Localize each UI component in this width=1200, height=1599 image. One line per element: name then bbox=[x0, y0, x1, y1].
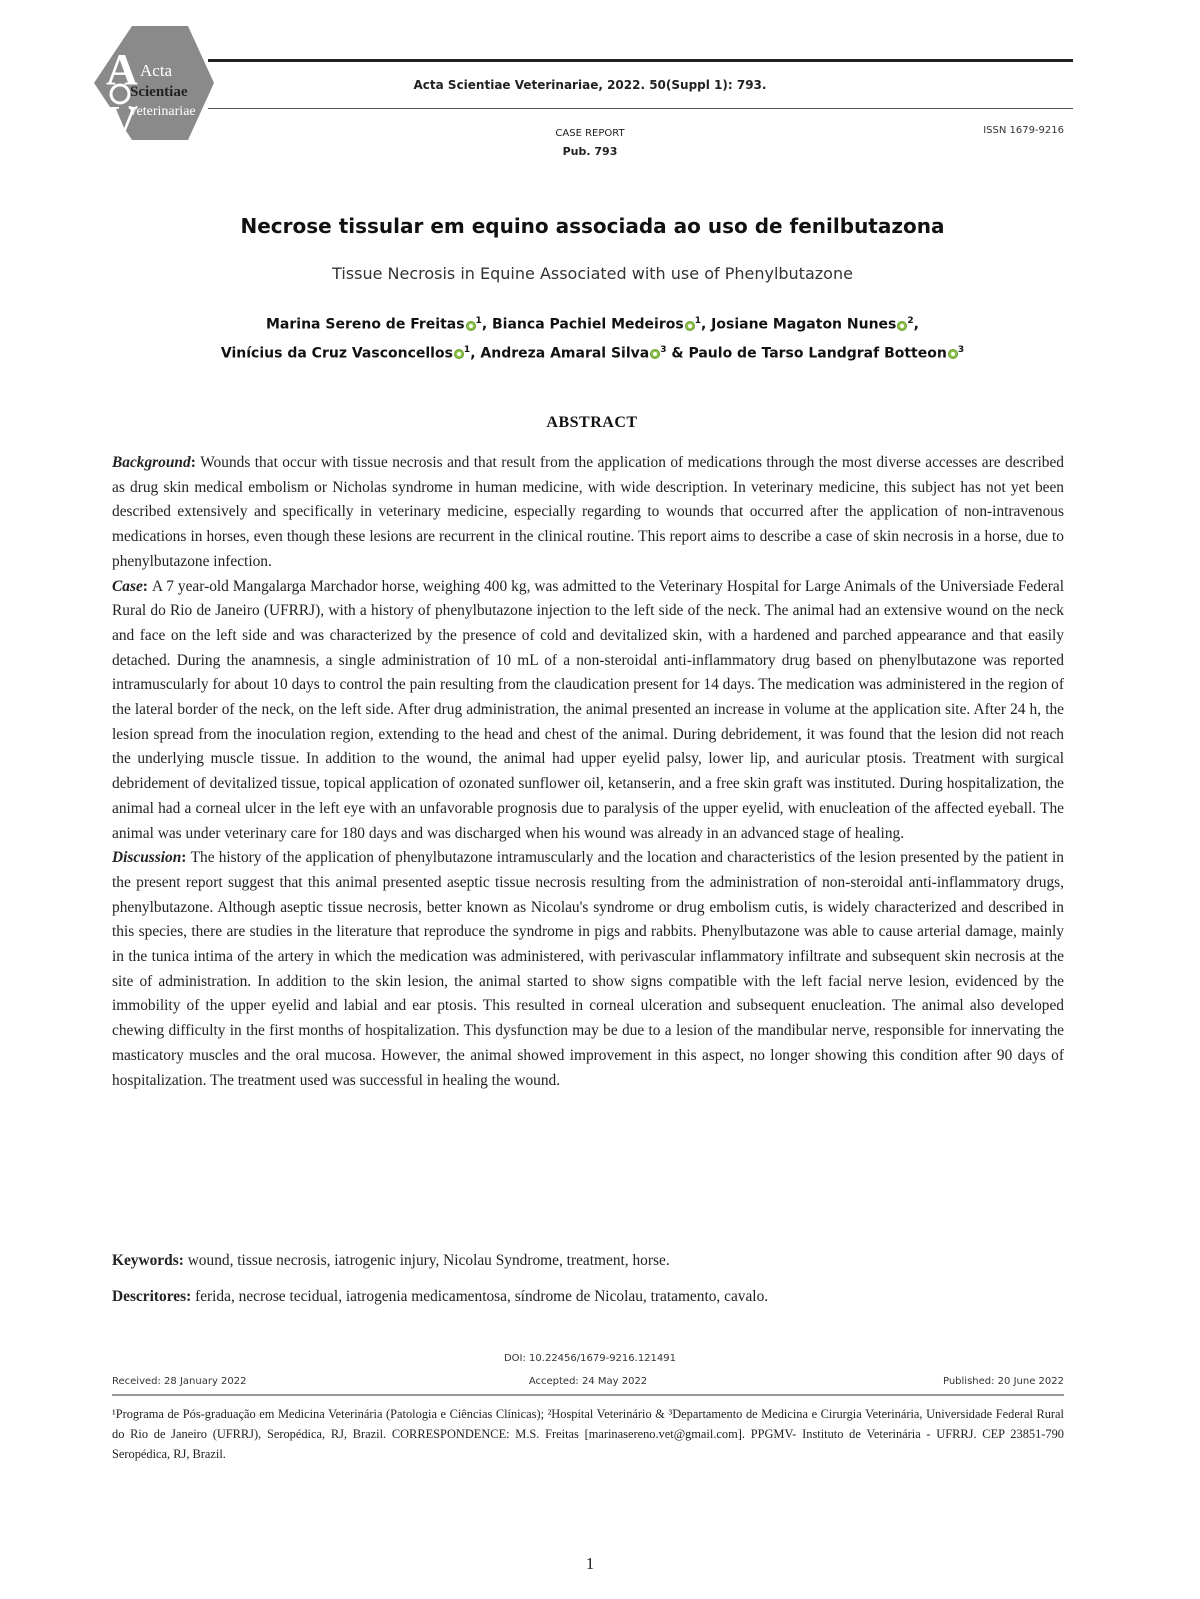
author-line-1 bbox=[120, 309, 1065, 338]
footer-rule bbox=[112, 1394, 1064, 1396]
abstract-background: Background: Wounds that occur with tissue necrosis and that result from the application of medications through the most diverse accesses are described as drug skin medical embolism or Nicholas syndrome in human medicine, with wide description. In veterinary medicine, this subject has not yet been described extensively and specifically in veterinary medicine, especially regarding to wounds that occurred after the application of non-intravenous medications in horses, even though these lesions are recurrent in the clinical routine. This report aims to describe a case of skin necrosis in a horse, due to phenylbutazone infection. bbox=[112, 454, 1064, 570]
orcid-icon[interactable] bbox=[650, 349, 660, 359]
discussion-label: Discussion bbox=[112, 849, 182, 867]
doi[interactable]: DOI: 10.22456/1679-9216.121491 bbox=[503, 1353, 676, 1364]
logo-text-scientiae: Scientiae bbox=[130, 84, 188, 100]
accepted-date: Accepted: 24 May 2022 bbox=[528, 1376, 648, 1387]
author-separator: , bbox=[481, 316, 493, 333]
header-rule-thin bbox=[208, 108, 1073, 109]
journal-citation: Acta Scientiae Veterinariae, 2022. 50(Suppl 1): 793. bbox=[413, 78, 767, 92]
journal-logo bbox=[92, 24, 216, 142]
received-date: Received: 28 January 2022 bbox=[112, 1376, 247, 1387]
page-number: 1 bbox=[585, 1554, 595, 1573]
author-name[interactable]: Bianca Pachiel Medeiros bbox=[492, 316, 684, 333]
issn: ISSN 1679-9216 bbox=[983, 125, 1064, 136]
orcid-icon[interactable] bbox=[897, 321, 907, 331]
svg-text:V: V bbox=[106, 97, 138, 142]
affiliations: ¹Programa de Pós-graduação em Medicina Veterinária (Patologia e Ciências Clínicas); ²Hospital Veterinário & ³Departamento de Medicina e Cirurgia Veterinária, Universidade Federal Rural do Rio de Janeiro (UFRRJ), Seropédica, RJ, Brazil. CORRESPONDENCE: M.S. Freitas [marinasereno.vet@gmail.com]. PPGMV- Instituto de Veterinária - UFRRJ. CEP 23851-790 Seropédica, RJ, Brazil. bbox=[112, 1407, 1064, 1461]
pub-number: Pub. 793 bbox=[562, 145, 618, 158]
author-affil: 1 bbox=[694, 316, 701, 326]
discussion-text: The history of the application of phenylbutazone intramuscularly and the location and characteristics of the lesion presented by the patient in the present report suggest that this animal presented aseptic tissue necrosis resulting from the administration of non-steroidal anti-inflammatory drugs, phenylbutazone. Although aseptic tissue necrosis, better known as Nicolau's syndrome or drug embolism cutis, is widely characterized and described in this species, there are studies in the literature that reproduce the syndrome in pigs and rabbits. Phenylbutazone was able to cause arterial damage, mainly in the tunica intima of the artery in which the medication was administered, with perivascular inflammatory infiltrate and subsequent skin necrosis at the site of administration. In addition to the skin lesion, the animal started to show signs compatible with the left facial nerve lesion, evidenced by the immobility of the upper eyelid and labial and ear ptosis. This resulted in corneal ulceration and subsequent enucleation. The animal also developed chewing difficulty in the first months of hospitalization. This dysfunction may be due to a lesion of the mandibular nerve, responsible for innervating the masticatory muscles and the oral mucosa. However, the animal showed improvement in this aspect, no longer showing this condition after 90 days of hospitalization. The treatment used was successful in healing the wound. bbox=[112, 849, 1064, 1089]
header-rule bbox=[208, 59, 1073, 62]
case-report-label: CASE REPORT bbox=[555, 128, 625, 139]
author-separator: & bbox=[666, 345, 689, 362]
abstract-case: Case: A 7 year-old Mangalarga Marchador horse, weighing 400 kg, was admitted to the Veterinary Hospital for Large Animals of the Universiade Federal Rural do Rio de Janeiro (UFRRJ), with a history of phenylbutazone injection to the left side of the neck. The animal had an extensive wound on the neck and face on the left side and was characterized by the presence of cold and devitalized skin, with a hardened and parched appearance and that easily detached. During the anamnesis, a single administration of 10 mL of a non-steroidal anti-inflammatory drug based on phenylbutazone was reported intramuscularly for about 10 days to control the pain resulting from the claudication present for 14 days. The medication was administered in the region of the lateral border of the neck, on the left side. After drug administration, the animal presented an increase in volume at the application site. After 24 h, the lesion spread from the inoculation region, extending to the head and chest of the animal. During debridement, it was found that the lesion did not reach the underlying muscle tissue. In addition to the wound, the animal had upper eyelid palsy, lower lip, and auricular ptosis. Treatment with surgical debridement of devitalized tissue, topical application of ozonated sunflower oil, ketanserin, and a free skin graft was instituted. During hospitalization, the animal had a corneal ulcer in the left eye with an unfavorable prognosis due to paralysis of the upper eyelid, with enucleation of the affected eyeball. The animal was under veterinary care for 180 days and was discharged when his wound was already in an advanced stage of healing. bbox=[112, 577, 1064, 842]
author-list bbox=[120, 309, 1065, 366]
case-text: A 7 year-old Mangalarga Marchador horse, weighing 400 kg, was admitted to the Veterinary Hospital for Large Animals of the Universiade Federal Rural do Rio de Janeiro (UFRRJ), with a history of phenylbutazone injection to the left side of the neck. The animal had an extensive wound on the neck and face on the left side and was characterized by the presence of cold and devitalized skin, with a hardened and parched appearance and that easily detached. During the anamnesis, a single administration of 10 mL of a non-steroidal anti-inflammatory drug based on phenylbutazone was reported intramuscularly for about 10 days to control the pain resulting from the claudication present for 14 days. The medication was administered in the region of the lateral border of the neck, on the left side. After drug administration, the animal presented an increase in volume at the application site. After 24 h, the lesion spread from the inoculation region, extending to the head and chest of the animal. During debridement, it was found that the lesion did not reach the underlying muscle tissue. In addition to the wound, the animal had upper eyelid palsy, lower lip, and auricular ptosis. Treatment with surgical debridement of devitalized tissue, topical application of ozonated sunflower oil, ketanserin, and a free skin graft was instituted. During hospitalization, the animal had a corneal ulcer in the left eye with an unfavorable prognosis due to paralysis of the upper eyelid, with enucleation of the affected eyeball. The animal was under veterinary care for 180 days and was discharged when his wound was already in an advanced stage of healing. bbox=[112, 577, 1064, 842]
case-label: Case bbox=[112, 577, 143, 595]
author-affil: 1 bbox=[475, 316, 482, 326]
keywords bbox=[112, 1252, 1064, 1270]
descritores bbox=[112, 1288, 1064, 1306]
author-name[interactable]: Vinícius da Cruz Vasconcellos bbox=[220, 345, 453, 362]
author-name[interactable]: Josiane Magaton Nunes bbox=[711, 316, 897, 333]
author-name[interactable]: Paulo de Tarso Landgraf Botteon bbox=[688, 345, 947, 362]
author-affil: 2 bbox=[907, 316, 914, 326]
svg-text:A: A bbox=[106, 45, 138, 94]
author-name[interactable]: Andreza Amaral Silva bbox=[480, 345, 650, 362]
orcid-icon[interactable] bbox=[948, 349, 958, 359]
author-name[interactable]: Marina Sereno de Freitas bbox=[266, 316, 465, 333]
background-text: Wounds that occur with tissue necrosis and that result from the application of medications through the most diverse accesses are described as drug skin medical embolism or Nicholas syndrome in human medicine, with wide description. In veterinary medicine, this subject has not yet been described extensively and specifically in veterinary medicine, especially regarding to wounds that occurred after the application of non-intravenous medications in horses, even though these lesions are recurrent in the clinical routine. This report aims to describe a case of skin necrosis in a horse, due to phenylbutazone infection. bbox=[112, 454, 1064, 570]
author-affil: 3 bbox=[957, 344, 965, 355]
abstract-discussion: Discussion: The history of the application of phenylbutazone intramuscularly and the location and characteristics of the lesion presented by the patient in the present report suggest that this animal presented aseptic tissue necrosis resulting from the administration of non-steroidal anti-inflammatory drugs, phenylbutazone. Although aseptic tissue necrosis, better known as Nicolau's syndrome or drug embolism cutis, is widely characterized and described in this species, there are studies in the literature that reproduce the syndrome in pigs and rabbits. Phenylbutazone was able to cause arterial damage, mainly in the tunica intima of the artery in which the medication was administered, with perivascular inflammatory infiltrate and subsequent skin necrosis at the site of administration. In addition to the skin lesion, the animal started to show signs compatible with the left facial nerve lesion, evidenced by the immobility of the upper eyelid and labial and ear ptosis. This resulted in corneal ulceration and subsequent enucleation. The animal also developed chewing difficulty in the first months of hospitalization. This dysfunction may be due to a lesion of the mandibular nerve, responsible for innervating the masticatory muscles and the oral mucosa. However, the animal showed improvement in this aspect, no longer showing this condition after 90 days of hospitalization. The treatment used was successful in healing the wound. bbox=[112, 849, 1064, 1089]
background-label: Background bbox=[112, 454, 191, 471]
author-separator: , bbox=[700, 316, 712, 333]
orcid-icon[interactable] bbox=[454, 349, 464, 359]
logo-text-acta: Acta bbox=[140, 61, 173, 80]
logo-text-veterinariae: Veterinariae bbox=[128, 104, 196, 119]
author-line-2 bbox=[120, 338, 1065, 367]
published-date: Published: 20 June 2022 bbox=[942, 1376, 1064, 1387]
case-report-block bbox=[470, 125, 710, 161]
orcid-icon[interactable] bbox=[466, 321, 476, 331]
author-separator: , bbox=[470, 345, 481, 362]
paper-title: Necrose tissular em equino associada ao uso de fenilbutazona bbox=[240, 214, 945, 238]
author-affil: 1 bbox=[463, 344, 471, 355]
author-affil: 3 bbox=[660, 344, 667, 355]
keywords-text: wound, tissue necrosis, iatrogenic injury, Nicolau Syndrome, treatment, horse. bbox=[187, 1252, 670, 1269]
orcid-icon[interactable] bbox=[685, 321, 695, 331]
keywords-label: Keywords: bbox=[112, 1252, 184, 1269]
paper-subtitle: Tissue Necrosis in Equine Associated with use of Phenylbutazone bbox=[332, 264, 853, 283]
descritores-text: ferida, necrose tecidual, iatrogenia medicamentosa, síndrome de Nicolau, tratamento, cavalo. bbox=[195, 1288, 769, 1305]
abstract-heading: ABSTRACT bbox=[546, 414, 638, 431]
abstract-body bbox=[112, 451, 1064, 1093]
author-separator: , bbox=[913, 316, 919, 333]
descritores-label: Descritores: bbox=[112, 1288, 192, 1305]
